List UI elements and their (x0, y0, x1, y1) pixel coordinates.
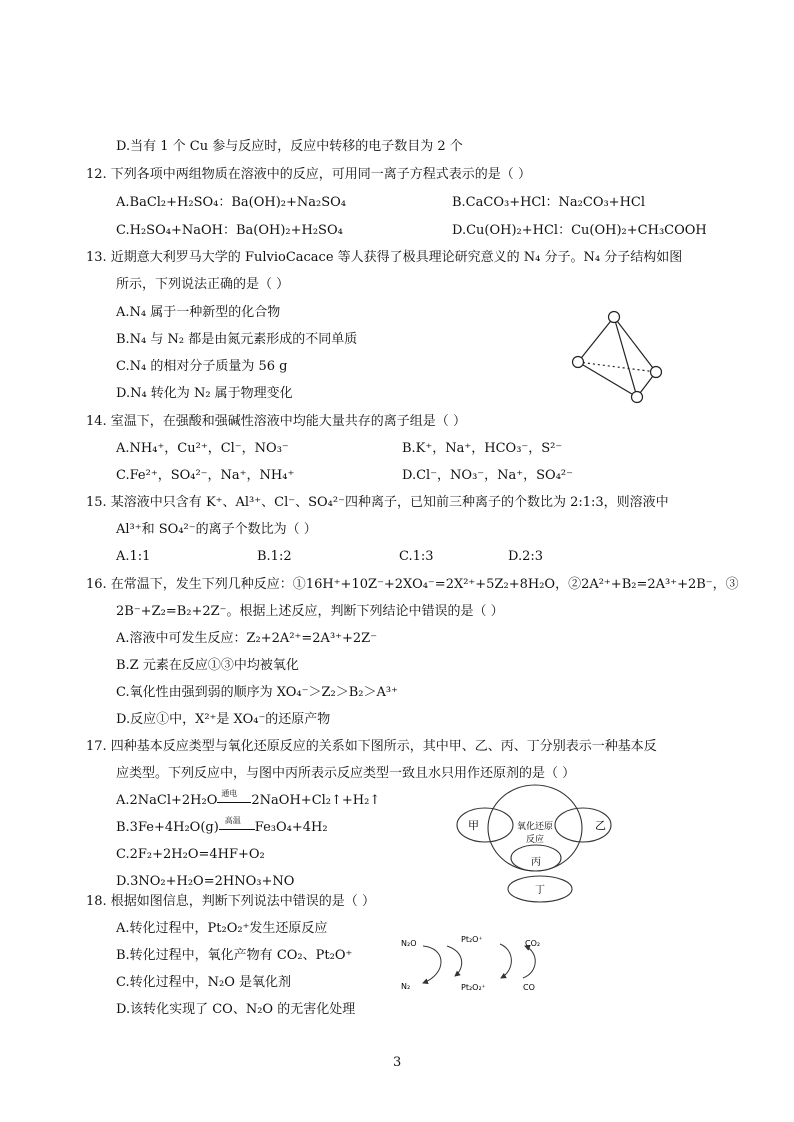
q12-option-d: D.Cu(OH)₂+HCl：Cu(OH)₂+CH₃COOH (452, 223, 707, 238)
venn-label-ding: 丁 (535, 885, 545, 896)
q14-option-b: B.K⁺，Na⁺，HCO₃⁻，S²⁻ (402, 441, 563, 456)
q17-option-c: C.2F₂+2H₂O=4HF+O₂ (116, 847, 265, 862)
cycle-co: CO (523, 983, 535, 992)
reaction-type-venn-diagram (455, 783, 615, 905)
q17-option-b (116, 816, 328, 837)
q18-option-d: D.该转化实现了 CO、N₂O 的无害化处理 (116, 1002, 356, 1017)
q15-stem-line2: Al³⁺和 SO₄²⁻的离子个数比为（ ） (116, 522, 317, 537)
q17a-reactants: A.2NaCl+2H₂O (116, 793, 218, 808)
q17-option-d: D.3NO₂+H₂O=2HNO₃+NO (116, 874, 295, 889)
q17b-reactants: B.3Fe+4H₂O(g) (116, 820, 219, 835)
q13-option-d: D.N₄ 转化为 N₂ 属于物理变化 (116, 386, 293, 401)
cycle-pt2o2: Pt₂O₂⁺ (461, 983, 486, 992)
q17-stem-line2: 应类型。下列反应中，与图中丙所表示反应类型一致且水只用作还原剂的是（ ） (116, 766, 576, 781)
cycle-n2: N₂ (401, 982, 411, 991)
q14-stem: 14. 室温下，在强酸和强碱性溶液中均能大量共存的离子组是（ ） (86, 414, 466, 429)
cycle-co2: CO₂ (525, 939, 541, 948)
q12-option-c: C.H₂SO₄+NaOH：Ba(OH)₂+H₂SO₄ (116, 223, 343, 238)
q14-option-a: A.NH₄⁺，Cu²⁺，Cl⁻，NO₃⁻ (116, 441, 289, 456)
q16-option-d: D.反应①中，X²⁺是 XO₄⁻的还原产物 (116, 712, 331, 727)
q18-option-b: B.转化过程中，氧化产物有 CO₂、Pt₂O⁺ (116, 948, 353, 963)
venn-label-bing: 丙 (531, 857, 541, 868)
venn-label-redox-line1: 氧化还原 (517, 822, 554, 832)
q17a-condition-arrow (217, 789, 251, 810)
q12-option-b: B.CaCO₃+HCl：Na₂CO₃+HCl (452, 195, 646, 210)
q16-option-c: C.氧化性由强到弱的顺序为 XO₄⁻＞Z₂＞B₂＞A³⁺ (116, 685, 398, 700)
pt-catalytic-cycle-diagram (395, 928, 580, 998)
q15-stem-line1: 15. 某溶液中只含有 K⁺、Al³⁺、Cl⁻、SO₄²⁻四种离子，已知前三种离子的个数比为 2:1:3，则溶液中 (86, 495, 669, 510)
q15-option-c: C.1:3 (399, 549, 434, 564)
q13-stem-line1: 13. 近期意大利罗马大学的 FulvioCacace 等人获得了极具理论研究意义的 N₄ 分子。N₄ 分子结构如图 (86, 250, 683, 265)
page-number: 3 (393, 1055, 402, 1070)
q18-option-a: A.转化过程中，Pt₂O₂⁺发生还原反应 (116, 921, 328, 936)
n4-tetrahedron-figure (565, 305, 675, 405)
cycle-pt2o: Pt₂O⁺ (461, 935, 483, 944)
q12-option-a: A.BaCl₂+H₂SO₄：Ba(OH)₂+Na₂SO₄ (116, 195, 347, 210)
q17a-products: 2NaOH+Cl₂↑+H₂↑ (251, 793, 381, 808)
q17-option-a (116, 789, 381, 810)
q17b-condition: 高温 (224, 816, 241, 825)
q13-option-a: A.N₄ 属于一种新型的化合物 (116, 305, 281, 320)
q12-stem: 12. 下列各项中两组物质在溶液中的反应，可用同一离子方程式表示的是（ ） (86, 167, 531, 182)
q17-stem-line1: 17. 四种基本反应类型与氧化还原反应的关系如下图所示，其中甲、乙、丙、丁分别表示一种基本反 (86, 739, 657, 754)
q14-option-d: D.Cl⁻，NO₃⁻，Na⁺，SO₄²⁻ (402, 468, 573, 483)
q13-option-c: C.N₄ 的相对分子质量为 56 g (116, 359, 288, 374)
q15-option-a: A.1:1 (116, 549, 151, 564)
q16-option-b: B.Z 元素在反应①③中均被氧化 (116, 658, 299, 673)
cycle-n2o: N₂O (401, 939, 417, 948)
q16-stem-line2: 2B⁻+Z₂=B₂+2Z⁻。根据上述反应，判断下列结论中错误的是（ ） (116, 604, 504, 619)
q18-option-c: C.转化过程中，N₂O 是氧化剂 (116, 975, 291, 990)
q13-stem-line2: 所示，下列说法正确的是（ ） (116, 277, 290, 292)
q11-option-d: D.当有 1 个 Cu 参与反应时，反应中转移的电子数目为 2 个 (116, 139, 463, 154)
q17a-condition: 通电 (221, 789, 238, 798)
q13-option-b: B.N₄ 与 N₂ 都是由氮元素形成的不同单质 (116, 332, 358, 347)
q15-option-d: D.2:3 (508, 549, 544, 564)
venn-label-redox-line2: 反应 (526, 835, 545, 845)
q18-stem: 18. 根据如图信息，判断下列说法中错误的是（ ） (86, 894, 375, 909)
venn-label-yi: 乙 (595, 819, 606, 832)
q17b-condition-arrow (219, 816, 255, 837)
q14-option-c: C.Fe²⁺，SO₄²⁻，Na⁺，NH₄⁺ (116, 468, 295, 483)
q17b-products: Fe₃O₄+4H₂ (254, 820, 328, 835)
q16-option-a: A.溶液中可发生反应：Z₂+2A²⁺=2A³⁺+2Z⁻ (116, 631, 378, 646)
q15-option-b: B.1:2 (257, 549, 292, 564)
venn-label-jia: 甲 (468, 819, 479, 832)
q16-stem-line1: 16. 在常温下，发生下列几种反应：①16H⁺+10Z⁻+2XO₄⁻=2X²⁺+5Z₂+8H₂O，②2A²⁺+B₂=2A³⁺+2B⁻，③ (86, 577, 739, 592)
